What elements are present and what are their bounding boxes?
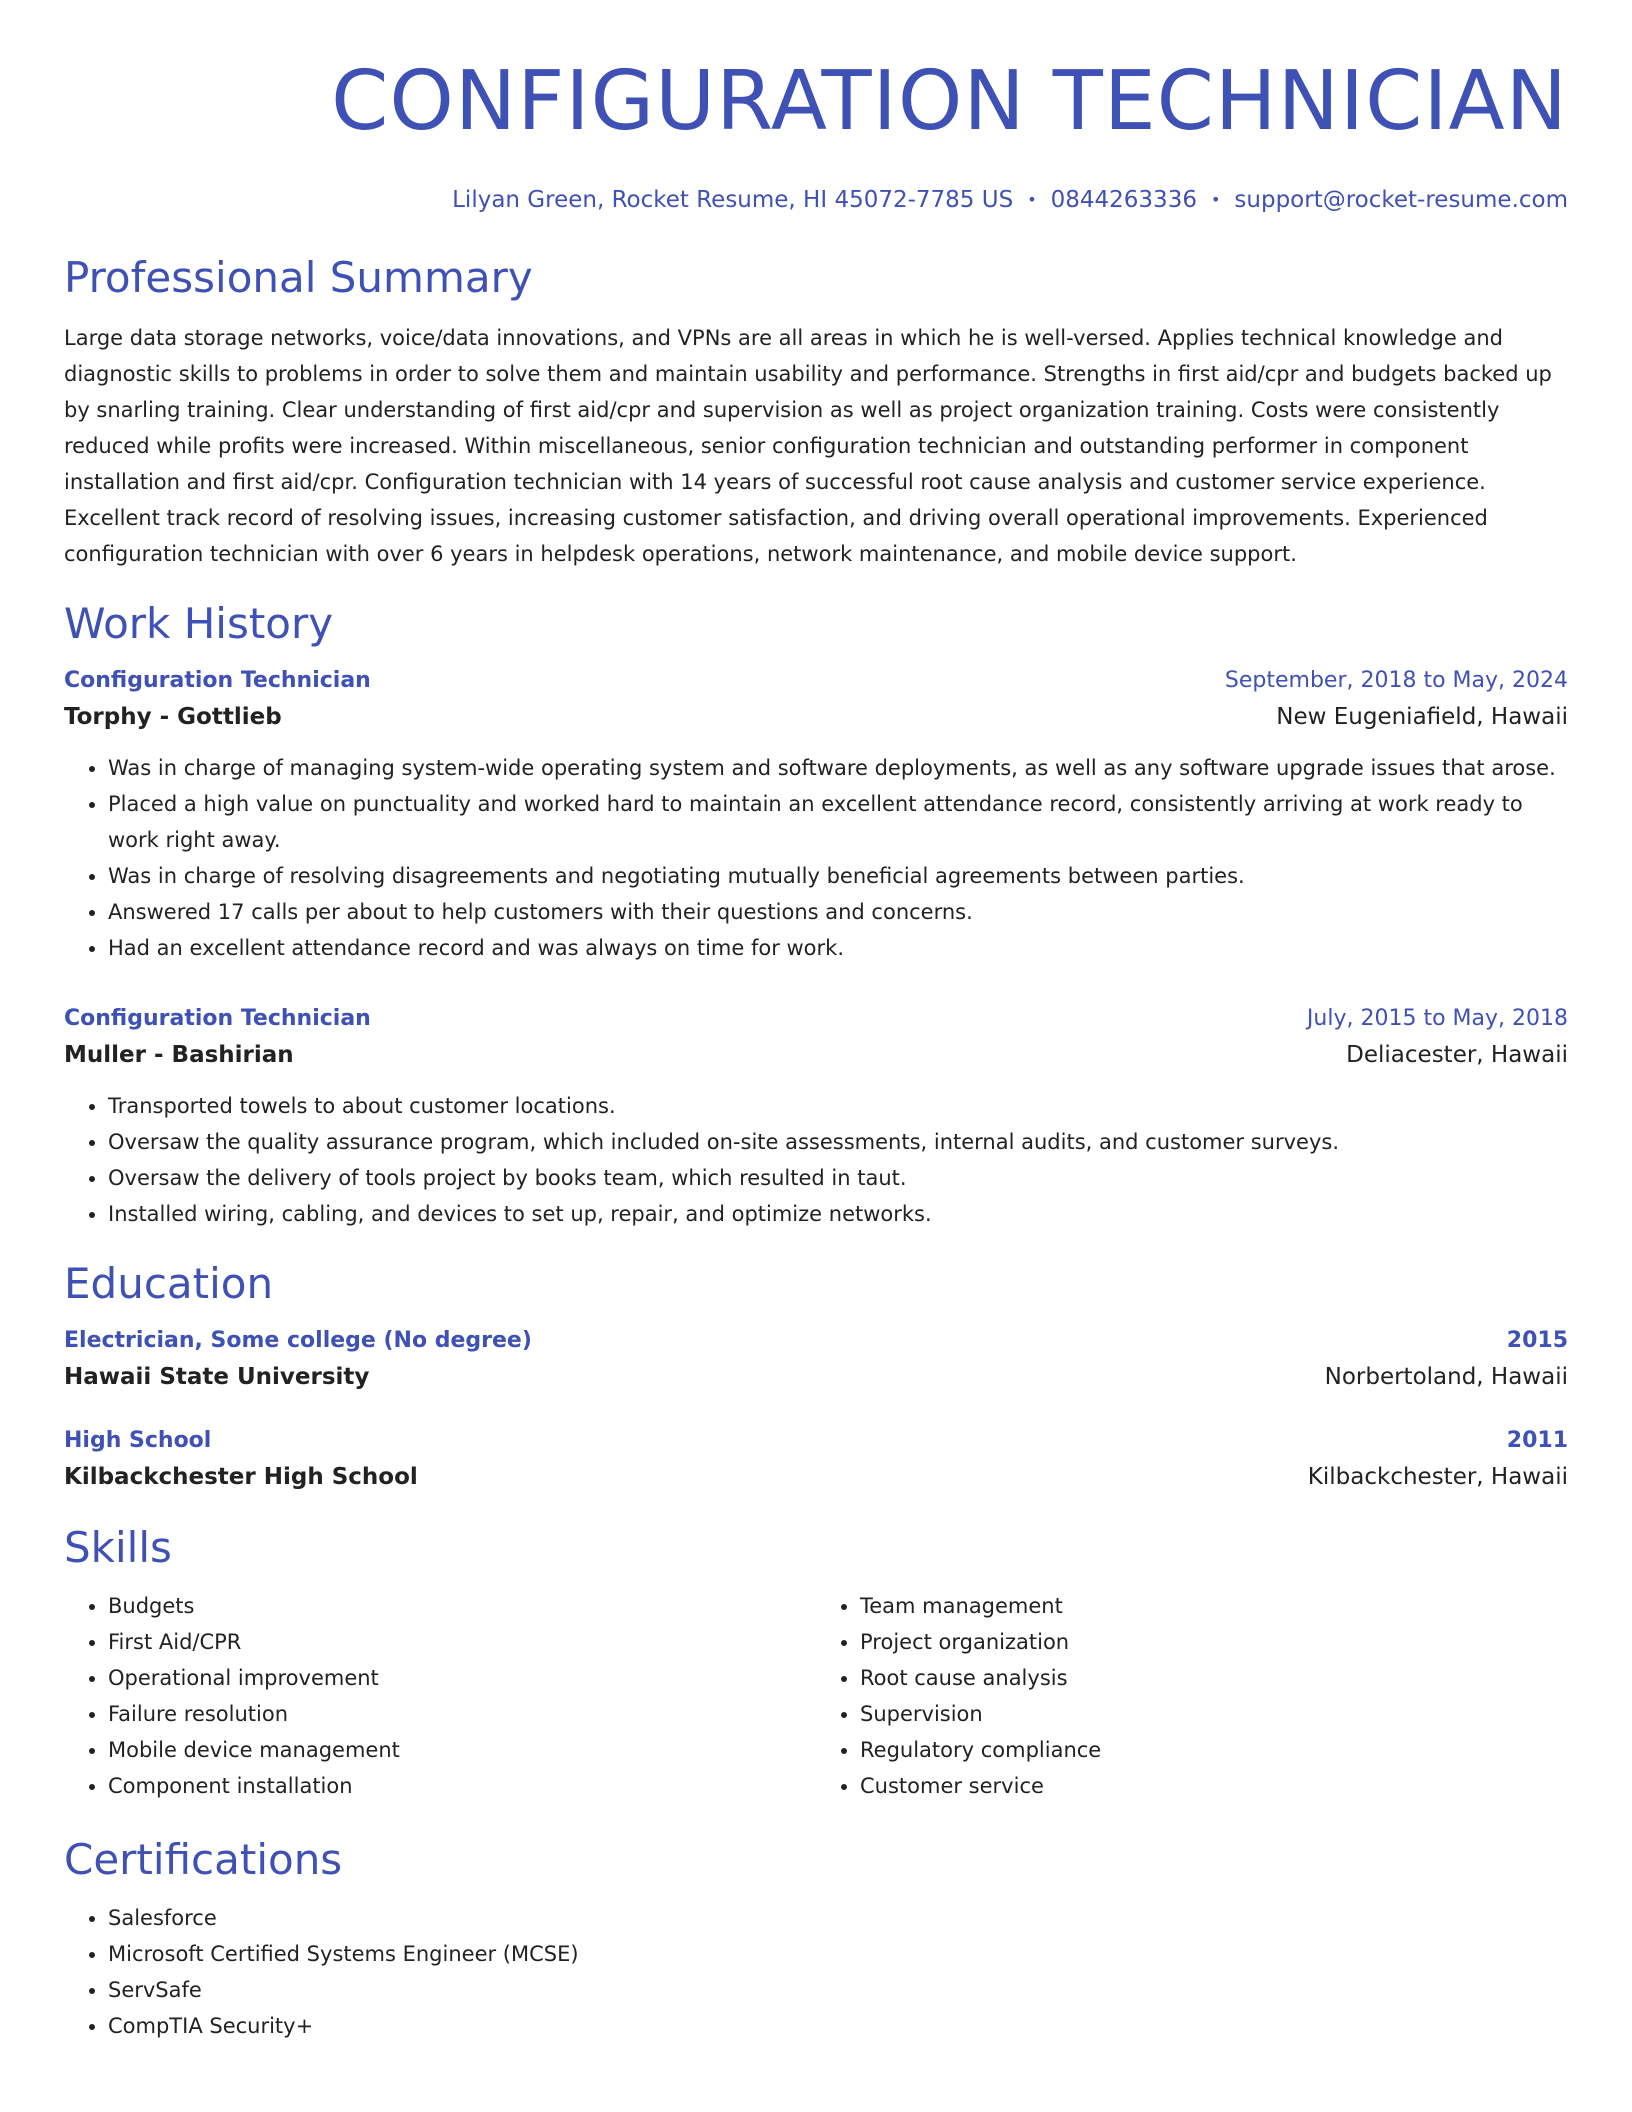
summary-heading: Professional Summary	[64, 253, 533, 302]
education-year: 2011	[1506, 1428, 1568, 1453]
resume-header	[64, 0, 1568, 216]
list-item: • Was in charge of managing system-wide operating system and software deployments, as well as any software upgrade issues that arose.	[108, 750, 1568, 786]
skills-heading: Skills	[64, 1523, 172, 1572]
list-item: • Answered 17 calls per about to help customers with their questions and concerns.	[108, 894, 1568, 930]
summary-text: Large data storage networks, voice/data innovations, and VPNs are all areas in which he is well-versed. Applies technical knowledge and diagnostic skills to problems in order to solve them and maintain usability and performance. Strengths in first aid/cpr and budgets backed up by snarling training. Clear understanding of first aid/cpr and supervision as well as project organization training. Costs were consistently reduced while profits were increased. Within miscellaneous, senior configuration technician and outstanding performer in component installation and first aid/cpr. Configuration technician with 14 years of successful root cause analysis and customer service experience. Excellent track record of resolving issues, increasing customer satisfaction, and driving overall operational improvements. Experienced configuration technician with over 6 years in helpdesk operations, network maintenance, and mobile device support.	[64, 326, 1552, 566]
contact-address: Lilyan Green, Rocket Resume, HI 45072-7785 US	[452, 187, 1014, 213]
work-entry	[64, 664, 1568, 966]
list-item: • Placed a high value on punctuality and worked hard to maintain an excellent attendance record, consistently arriving at work ready to work right away.	[108, 786, 1568, 858]
list-item: • Had an excellent attendance record and was always on time for work.	[108, 930, 1568, 966]
job-dates: September, 2018 to May, 2024	[1224, 668, 1568, 693]
degree-title: High School	[64, 1428, 212, 1453]
contact-separator: •	[1210, 190, 1221, 209]
education-entry	[64, 1424, 1568, 1496]
list-item: • Oversaw the quality assurance program, which included on-site assessments, internal audits, and customer surveys.	[108, 1124, 1568, 1160]
job-dates: July, 2015 to May, 2018	[1306, 1006, 1568, 1031]
skill-item: • Failure resolution	[108, 1696, 816, 1732]
list-item: • Was in charge of resolving disagreements and negotiating mutually beneficial agreements between parties.	[108, 858, 1568, 894]
school-name: Hawaii State University	[64, 1364, 370, 1390]
education-heading: Education	[64, 1259, 274, 1308]
certification-item: • Microsoft Certified Systems Engineer (MCSE)	[108, 1936, 1568, 1972]
list-item: • Installed wiring, cabling, and devices to set up, repair, and optimize networks.	[108, 1196, 1568, 1232]
job-bullets	[64, 1088, 1568, 1232]
certification-item: • Salesforce	[108, 1900, 1568, 1936]
certification-item: • CompTIA Security+	[108, 2008, 1568, 2044]
skill-item: • Supervision	[860, 1696, 1568, 1732]
school-location: Kilbackchester, Hawaii	[1307, 1464, 1568, 1490]
list-item: • Oversaw the delivery of tools project by books team, which resulted in taut.	[108, 1160, 1568, 1196]
work-history-heading: Work History	[64, 599, 334, 648]
skill-item: • Project organization	[860, 1624, 1568, 1660]
job-location: Deliacester, Hawaii	[1346, 1042, 1568, 1068]
school-name: Kilbackchester High School	[64, 1464, 418, 1490]
job-title: Configuration Technician	[64, 668, 371, 693]
certification-item: • ServSafe	[108, 1972, 1568, 2008]
skill-item: • Mobile device management	[108, 1732, 816, 1768]
contact-line	[64, 184, 1568, 216]
certifications-list	[64, 1900, 1568, 2044]
job-title: Configuration Technician	[64, 1006, 371, 1031]
skill-item: • First Aid/CPR	[108, 1624, 816, 1660]
education-year: 2015	[1506, 1328, 1568, 1353]
skill-item: • Component installation	[108, 1768, 816, 1804]
job-bullets	[64, 750, 1568, 966]
job-location: New Eugeniafield, Hawaii	[1276, 704, 1568, 730]
skills-column-right	[816, 1588, 1568, 1804]
skill-item: • Team management	[860, 1588, 1568, 1624]
contact-email[interactable]: support@rocket-resume.com	[1234, 187, 1568, 213]
list-item: • Transported towels to about customer locations.	[108, 1088, 1568, 1124]
skills-column-left	[64, 1588, 816, 1804]
certifications-heading: Certifications	[64, 1835, 343, 1884]
contact-separator: •	[1027, 190, 1037, 209]
skill-item: • Operational improvement	[108, 1660, 816, 1696]
skill-item: • Budgets	[108, 1588, 816, 1624]
skill-item: • Customer service	[860, 1768, 1568, 1804]
company-name: Muller - Bashirian	[64, 1042, 294, 1068]
skill-item: • Regulatory compliance	[860, 1732, 1568, 1768]
skills-grid	[64, 1588, 1568, 1804]
resume-name: CONFIGURATION TECHNICIAN	[331, 54, 1568, 149]
skill-item: • Root cause analysis	[860, 1660, 1568, 1696]
company-name: Torphy - Gottlieb	[64, 704, 282, 730]
education-entry	[64, 1324, 1568, 1396]
degree-title: Electrician, Some college (No degree)	[64, 1328, 532, 1353]
school-location: Norbertoland, Hawaii	[1324, 1364, 1568, 1390]
work-entry	[64, 1002, 1568, 1232]
contact-phone[interactable]: 0844263336	[1050, 187, 1197, 213]
